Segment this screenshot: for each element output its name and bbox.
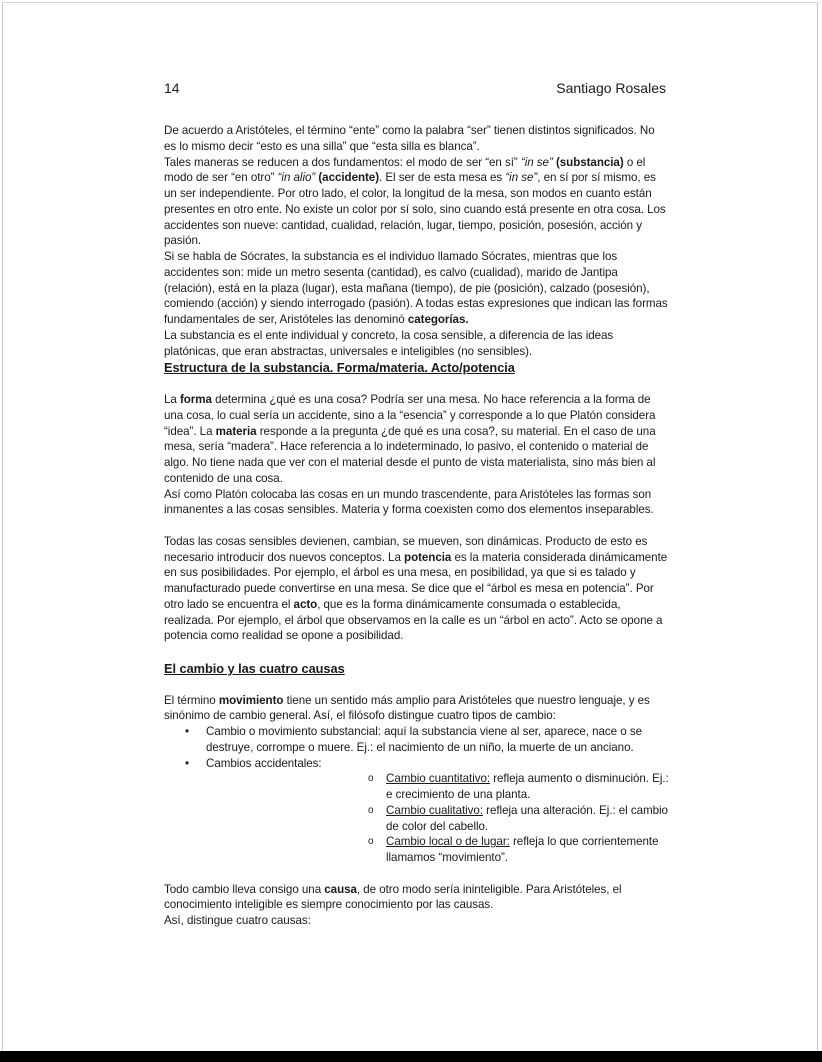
author-name: Santiago Rosales <box>556 80 666 96</box>
page-header <box>164 80 666 100</box>
list-item: o Cambio cualitativo: refleja una alteración. Ej.: el cambio de color del cabello. <box>368 803 668 833</box>
paragraph: Todas las cosas sensibles devienen, cambian, se mueven, son dinámicas. Producto de esto es necesario introducir dos nuevos conceptos. La potencia es la materia considerada dinámicamente en sus posibilidades. Por ejemplo, el árbol es una mesa, en posibilidad, ya que si es talado y manufacturado puede convertirse en una mesa. Se dice que el “árbol es mesa en potencia”. Por otro lado se encuentra el acto, que es la forma dinámicamente consumada o establecida, realizada. Por ejemplo, el árbol que observamos en la calle es un “árbol en acto”. Acto se opone a potencia como realidad se opone a posibilidad. <box>164 534 668 643</box>
paragraph: La substancia es el ente individual y concreto, la cosa sensible, a diferencia de las ideas platónicas, que eran abstractas, universales e inteligibles (no sensibles). <box>164 328 614 358</box>
paragraph: De acuerdo a Aristóteles, el término “ente” como la palabra “ser” tienen distintos significados. No es lo mismo decir “esto es una silla” que “esta silla es blanca”. <box>164 124 655 153</box>
list-item-label: Cambio cuantitativo: <box>386 772 491 786</box>
circle-bullet-icon: o <box>368 773 374 785</box>
paragraph: Así, distingue cuatro causas: <box>164 914 311 927</box>
list-item: o Cambio cuantitativo: refleja aumento o disminución. Ej.: e crecimiento de una planta. <box>368 772 669 801</box>
section-heading: Estructura de la substancia. Forma/materia. Acto/potencia <box>164 360 515 376</box>
list-item-label: Cambio local o de lugar: <box>386 835 510 849</box>
document-body <box>164 123 669 929</box>
section-heading: El cambio y las cuatro causas <box>164 660 345 676</box>
circle-bullet-icon: o <box>368 836 374 848</box>
sub-bullet-list <box>206 771 669 866</box>
spacer <box>164 644 669 660</box>
spacer <box>164 376 669 392</box>
spacer <box>164 518 669 534</box>
paragraph: Así como Platón colocaba las cosas en un mundo trascendente, para Aristóteles las formas son inmanentes a las cosas sensibles. Materia y forma coexisten como dos elementos inseparables. <box>164 487 654 517</box>
list-item-label: Cambio cualitativo: <box>386 803 483 817</box>
paragraph: Si se habla de Sócrates, la substancia es el individuo llamado Sócrates, mientras que los accidentes son: mide un metro sesenta (cantidad), es calvo (cualidad), marido de Jantipa (relación), está en la plaza (lugar), esta mañana (tiempo), de pie (posición), calzado (posesión), comiendo (acción) y siendo interrogado (pasión). A todas estas expresiones que indican las formas fundamentales de ser, Aristóteles las denominó categorías. <box>164 250 668 326</box>
list-item: • Cambio o movimiento substancial: aquí la substancia viene al ser, aparece, nace o se destruye, corrompe o muere. Ej.: el nacimiento de un niño, la muerte de un anciano. <box>185 725 642 754</box>
list-item: • Cambios accidentales: o Cambio cuantitativo: refleja aumento o disminución. Ej.: e crecimiento de una planta. o Cambio cualitativo: refleja una alteración. Ej.: el cambio de color del cabello. o Cambio local o de lugar: refleja lo que corrientemente llamamos “movimiento”. <box>185 756 669 864</box>
spacer <box>164 677 669 693</box>
paragraph: La forma determina ¿qué es una cosa? Podría ser una mesa. No hace referencia a la forma de una cosa, lo cual sería un accidente, sino a la “esencia” y corresponde a lo que Platón considera “idea”. La materia responde a la pregunta ¿de qué es una cosa?, su material. En el caso de una mesa, sería “madera”. Hace referencia a lo indeterminado, lo pasivo, el contenido o material de algo. No tiene nada que ver con el material desde el punto de vista materialista, sino más bien al contenido de una cosa. <box>164 393 656 485</box>
paragraph: El término movimiento tiene un sentido más amplio para Aristóteles que nuestro lenguaje, y es sinónimo de cambio general. Así, el filósofo distingue cuatro tipos de cambio: <box>164 693 650 723</box>
paragraph: Tales maneras se reducen a dos fundamentos: el modo de ser “en sí” “in se” (substancia) o el modo de ser “en otro” “in alio” (accidente). El ser de esta mesa es “in se”, en sí por sí mismo, es un ser independiente. Por otro lado, el color, la longitud de la mesa, son modos en cuanto están presentes en otro ente. No existe un color por sí solo, sino cuando está presente en otra cosa. Los accidentes son nueve: cantidad, cualidad, relación, lugar, tiempo, posición, posesión, acción y pasión. <box>164 155 666 248</box>
bullet-list <box>164 724 669 866</box>
bottom-black-bar <box>0 1051 822 1062</box>
list-item: o Cambio local o de lugar: refleja lo que corrientemente llamamos “movimiento”. <box>368 835 659 864</box>
paragraph: Todo cambio lleva consigo una causa, de otro modo sería ininteligible. Para Aristóteles, el conocimiento inteligible es siempre conocimiento por las causas. <box>164 882 622 912</box>
page-number: 14 <box>164 80 180 96</box>
spacer <box>164 866 669 882</box>
bullet-icon: • <box>185 725 190 738</box>
circle-bullet-icon: o <box>368 804 374 816</box>
bullet-icon: • <box>185 756 190 770</box>
